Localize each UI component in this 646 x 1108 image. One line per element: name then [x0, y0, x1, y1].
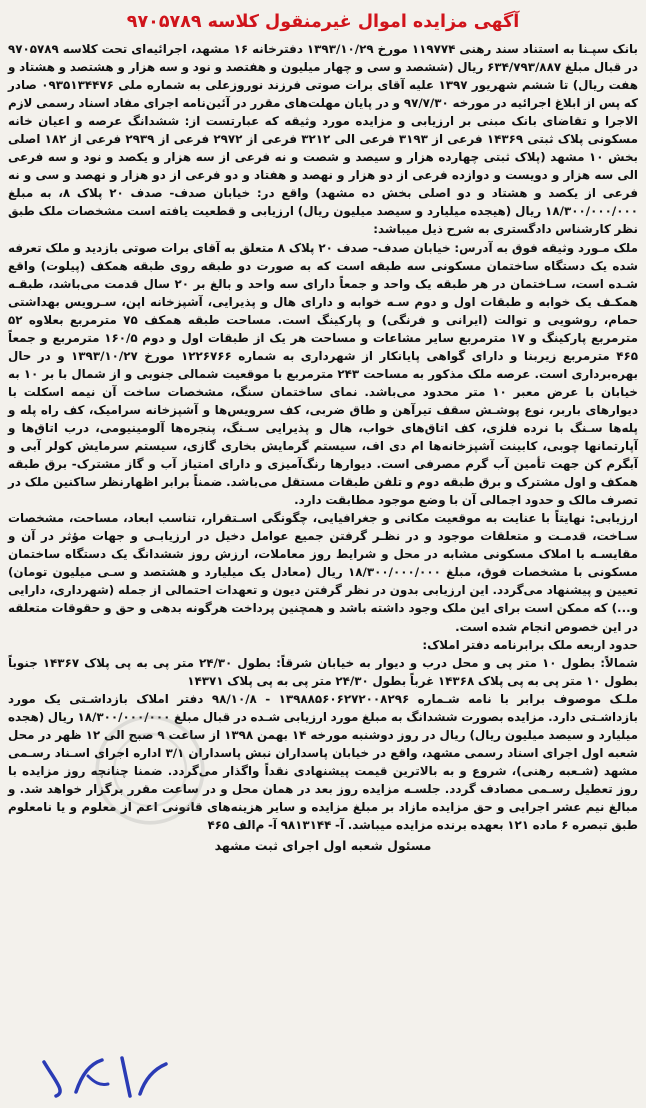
notice-paragraph-intro: بانک سپـنا به استناد سند رهنی ۱۱۹۷۷۴ مورخ ۱۳۹۳/۱۰/۲۹ دفترخانه ۱۶ مشهد، اجرائیه‌ای تحت کلاسه ۹۷۰۵۷۸۹ در قبال مبلغ ۶۳۴/۷۹۳/۸۸۷ ریال (ششصد و سی و چهار میلیون و هفتصد و نود و سه هزار و هشتصد و هشتاد و هفت ریال) تا ششم شهریور ۱۳۹۷ علیه آقای برات صوتی فرزند نوروزعلی به شماره ملی ۰۹۳۵۱۳۴۴۷۶ صادر که پس از ابلاغ اجرائیه در مورخه ۹۷/۷/۳۰ و در پایان مهلت‌های مقرر در آئین‌نامه اجرای مفاد اسناد رسمی لازم الاجرا و تقاضای بانک مبنی بر ارزیابی و مزایده مورد وثیقه که عبارتست از: ششدانگ عرصه و اعیان خانه مسکونی پلاک ثبتی ۱۴۳۶۹ فرعی از ۳۱۹۳ فرعی الی ۳۲۱۲ فرعی از ۲۹۷۲ فرعی از ۲۹۳۹ فرعی از ۱۸۲ اصلی بخش ۱۰ مشهد (پلاک ثبتی چهارده هزار و سیصد و شصت و نه فرعی از سه هزار و یکصد و نود و سه فرعی الی سه هزار و دویست و دوازده فرعی از دو هزار و نهصد و هفتاد و دو فرعی از دو هزار و نهصد و سی و نه فرعی از یکصد و هشتاد و دو اصلی بخش ده مشهد) واقع در: خیابان صدف- صدف ۲۰ پلاک ۸، به مبلغ ۱۸/۳۰۰/۰۰۰/۰۰۰ ریال (هیجده میلیارد و سیصد میلیون ریال) ارزیابی و قطعیت یافته است مشخصات ملک طبق نظر کارشناس دادگستری به شرح ذیل میباشد: — [8, 42, 639, 237]
notice-paragraph-boundaries: شمالاً: بطول ۱۰ متر پی و محل درب و دیوار به خیابان شرقاً: بطول ۲۴/۳۰ متر پی به پی پلاک ۱۴۳۶۷ جنوباً بطول ۱۰ متر پی به پی پلاک ۱۴۳۶۸ غرباً بطول ۲۴/۳۰ متر پی به پی پلاک ۱۴۳۷۱ — [8, 655, 638, 688]
notice-title: آگهی مزایده اموال غیرمنقول کلاسه ۹۷۰۵۷۸۹ — [126, 12, 520, 32]
notice-paragraph-property: ملک مـورد وثیقه فوق به آدرس: خیابان صدف- صدف ۲۰ پلاک ۸ متعلق به آقای برات صوتی بازدید و ملک تعرفه شده یک دستگاه ساختمان مسکونی سه طبقه است که به صورت دو طبقه روی طبقه همکف (پیلوت) واقع شـده است، سـاختمان در هر طبقه یک واحد و جمعاً دارای سه واحد و بالغ بر ۲۰ سال قدمت می‌باشد، طبقـه همکـف یک خوابه و طبقات اول و دوم سـه خوابه و دارای هال و پذیرایی، آشپزخانه اپن، سـرویس بهداشتی حمام، روشویی و توالت (ایرانی و فرنگی) و پارکینگ است. مساحت طبقه همکف ۷۵ مترمربع بعلاوه ۵۲ مترمربع پارکینگ و ۱۷ مترمربع سایر مشاعات و مساحت هر یک از طبقات اول و دوم ۱۶۰/۵ مترمربع و جمعاً ۴۶۵ مترمربع زیربنا و دارای گواهی پایانکار از شهرداری به شماره ۱۲۲۶۷۶۶ مورخ ۱۳۹۳/۱۰/۲۷ و در حال بهره‌برداری است. عرصه ملک مذکور به مساحت ۲۴۳ مترمربع با موقعیت شمالی جنوبی و از شمال با بر ۱۰ به خیابان با عرض معبر ۱۰ متر محدود می‌باشد. نمای ساختمان سنگ، مشخصات ساخت آن نیمه اسکلت با دیوارهای باربر، نوع پوشـش سقف تیرآهن و طاق ضربی، کف سرویس‌ها و آشپزخانه سرامیک، کف راه پله و پله‌ها سـنگ با نرده فلزی، کف اتاق‌های خواب، هال و پذیرایی سـنگ، پنجره‌ها آلومینیومی، درب اتاق‌ها و آپارتمانها چوبی، کابینت آشپزخانه‌ها ام دی اف، سیستم گرمایش بخاری گازی، سیستم سرمایش کولر آبی و آبگرم کن جهت تأمین آب گرم مصرفی است. دیوارها رنگ‌آمیزی و دارای امتیاز آب و گاز مشترک- برق طبقه همکف و اول مشترک و برق طبقه دوم و تلفن طبقات مستقل می‌باشد. ضمناً برابر اظهارنظر ساکنین ملک در تصرف مالک و حدود اجمالی آن با وضع موجود مطابقت دارد. — [8, 240, 639, 508]
notice-paragraph-valuation: ارزیابی: نهایتاً با عنایت به موقعیت مکانی و جغرافیایی، چگونگی اسـتقرار، تناسب ابعاد، مساحت، مشخصات سـاخت، قدمـت و متعلقات موجود و در نظـر گرفتن جمیع عوامل دخیل در ارزیابـی و جهات مؤثر در آن و مقایسـه با املاک مسکونی مشابه در محل و شرایط روز معاملات، ارزش روز ششدانگ یک دستگاه ساختمان مسکونی با مشخصات فوق، مبلغ ۱۸/۳۰۰/۰۰۰/۰۰۰ ریال (معادل یک میلیارد و هشتصد و سـی میلیون تومان) تعیین و پیشنهاد می‌گردد. این ارزیابی بدون در نظر گرفتن دیون و تعهدات احتمالی از جمله (شهرداری، دارایی و...) که ممکن است برای این ملک وجود داشته باشد و همچنین پرداخت هرگونه بدهی و حق و حقوقات متعلقه در این خصوص انجام شده است. — [8, 511, 638, 634]
watermark-seal-icon — [90, 710, 210, 830]
notice-paragraph-boundaries-heading: حدود اربعه ملک برابرنامه دفتر املاک: — [422, 637, 638, 652]
notice-paragraph-auction-terms: ملـک موصوف برابر با نامه شـماره ۱۳۹۸۸۵۶۰۶۲۷۲۰۰۸۲۹۶ - ۹۸/۱۰/۸ دفتر املاک بازداشـتی یک مورد بازداشـتی دارد. مزایده بصورت ششدانگ به مبلغ مورد ارزیابی شـده در قبال مبلغ ۱۸/۳۰۰/۰۰۰/۰۰۰ ریال (هجده میلیارد و سیصد میلیون ریال) ریال در روز دوشنبه مورخه ۱۴ بهمن ۱۳۹۸ از ساعت ۹ صبح الی ۱۲ ظهر در محل شعبه اول اجرای اسناد رسمی مشهد، واقع در خیابان پاسداران نبش پاسداران ۳/۱ اداره اجرای اسـناد رسـمی مشهد (شـعبه رهنی)، شروع و به بالاترین قیمت پیشنهادی نقداً واگذار می‌گردد. ضمنا چنانچه روز مزایده با روز تعطیل رسـمی مصادف گردد. جلسـه مزایده روز بعد در همان محل و در ساعت مقرر برگزار خواهد شد. و مبالغ نیم عشر اجرایی و حق مزایده مازاد بر مبلغ مزایده و سایر هزینه‌های قانونی اعم از معلوم و یا نامعلوم طبق تبصره ۶ ماده ۱۲۱ بعهده برنده مزایده میباشد. آ- ۹۸۱۳۱۴۴ آ- م‌الف ۴۶۵ — [8, 691, 638, 833]
signature-line: مسئول شعبه اول اجرای ثبت مشهد — [214, 838, 432, 854]
handwritten-number-note — [26, 1052, 176, 1100]
